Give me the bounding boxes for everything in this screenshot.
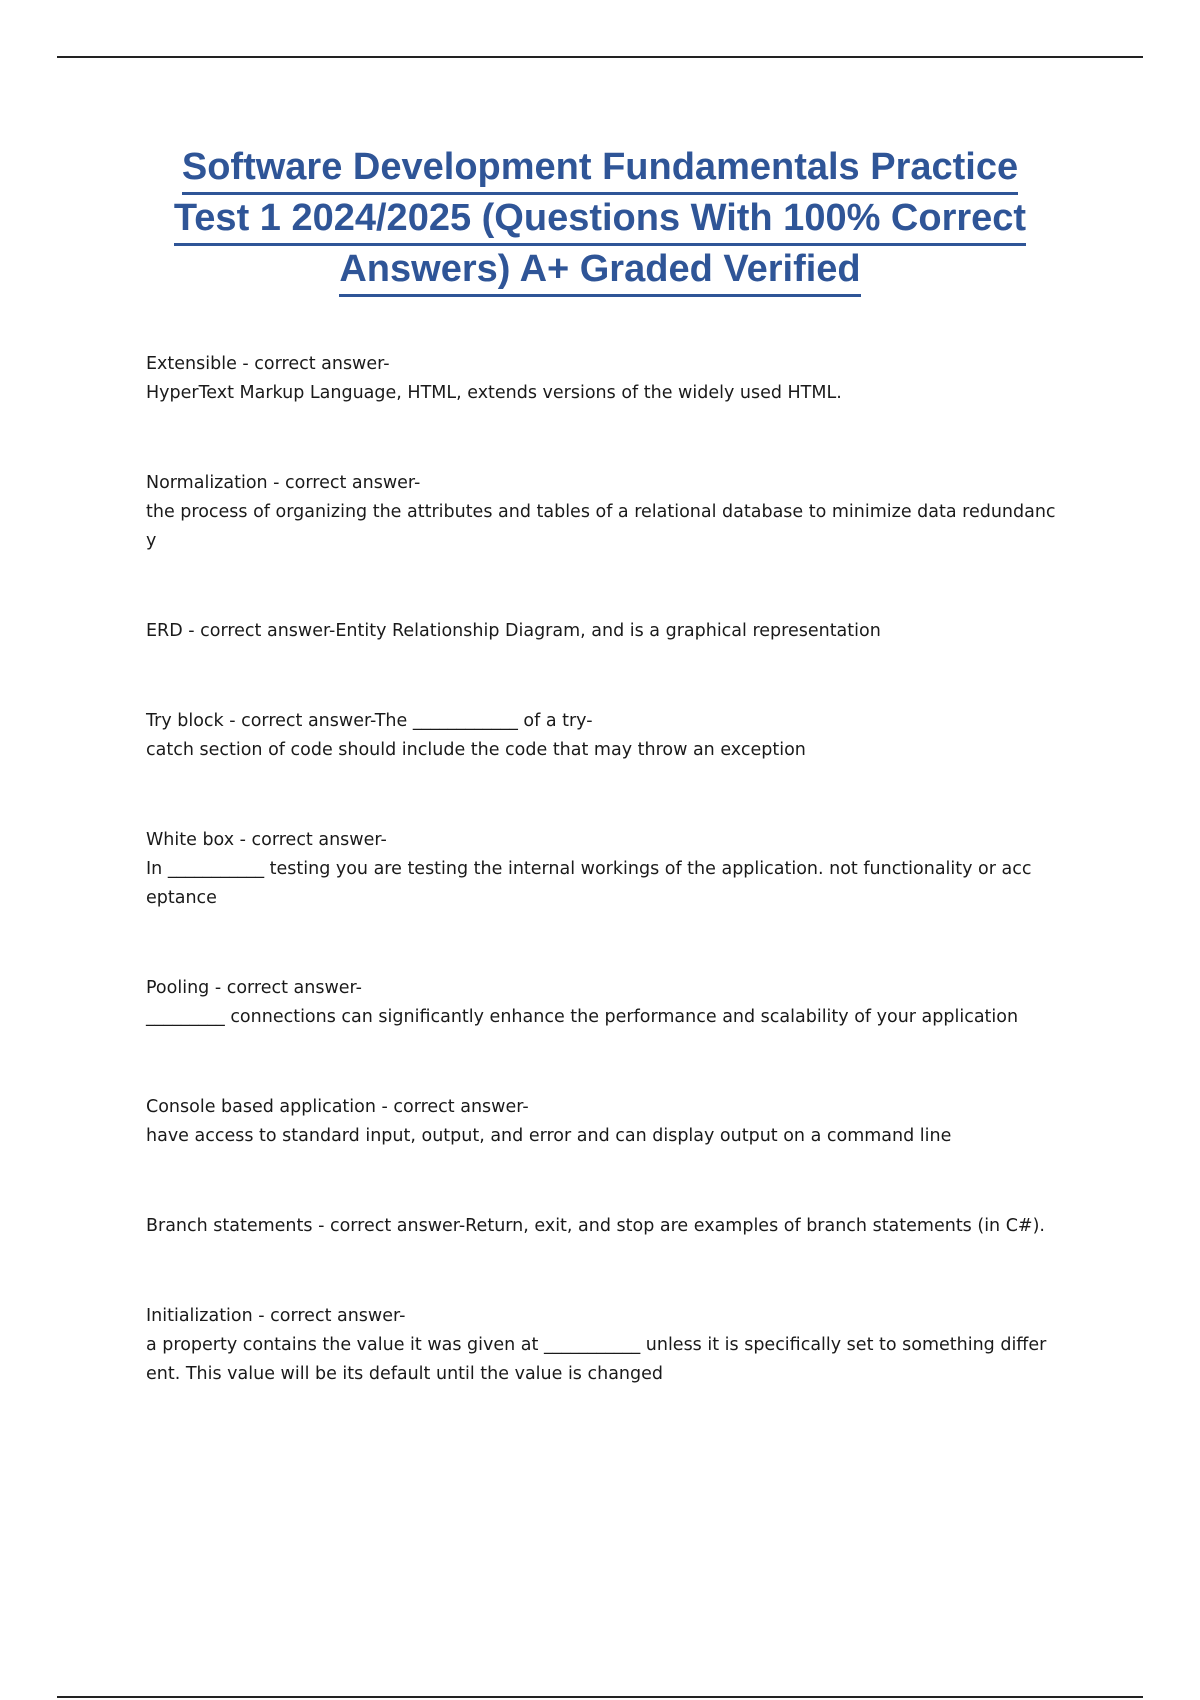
qa-entry-pooling bbox=[146, 974, 1096, 1032]
entry-answer-line: y bbox=[146, 531, 157, 551]
entry-answer-line: HyperText Markup Language, HTML, extends versions of the widely used HTML. bbox=[146, 383, 842, 403]
entry-term-line: Pooling - correct answer- bbox=[146, 978, 362, 998]
qa-entry-console-application bbox=[146, 1093, 1096, 1151]
title-line-1: Software Development Fundamentals Practice bbox=[182, 142, 1018, 195]
qa-entry-branch-statements bbox=[146, 1212, 1096, 1241]
page-title bbox=[100, 142, 1100, 295]
title-line-2: Test 1 2024/2025 (Questions With 100% Correct bbox=[174, 193, 1026, 246]
entry-answer-line: ent. This value will be its default until the value is changed bbox=[146, 1364, 664, 1384]
qa-entry-white-box bbox=[146, 826, 1096, 913]
entry-answer-line: eptance bbox=[146, 888, 217, 908]
entry-answer-line: the process of organizing the attributes and tables of a relational database to minimize data redundanc bbox=[146, 502, 1056, 522]
entry-answer-line: In ___________ testing you are testing the internal workings of the application. not functionality or acc bbox=[146, 859, 1032, 879]
qa-list bbox=[146, 350, 1096, 1450]
entry-term-line: Normalization - correct answer- bbox=[146, 473, 421, 493]
qa-entry-initialization bbox=[146, 1302, 1096, 1389]
bottom-divider bbox=[57, 1696, 1143, 1698]
entry-term-line: ERD - correct answer-Entity Relationship Diagram, and is a graphical representation bbox=[146, 621, 881, 641]
entry-answer-line: catch section of code should include the code that may throw an exception bbox=[146, 740, 806, 760]
entry-term-line: Console based application - correct answer- bbox=[146, 1097, 529, 1117]
entry-answer-line: a property contains the value it was given at ___________ unless it is specifically set to something differ bbox=[146, 1335, 1047, 1355]
qa-entry-extensible bbox=[146, 350, 1096, 408]
qa-entry-normalization bbox=[146, 469, 1096, 556]
qa-entry-erd bbox=[146, 617, 1096, 646]
entry-term-line: White box - correct answer- bbox=[146, 830, 387, 850]
qa-entry-try-block bbox=[146, 707, 1096, 765]
top-divider bbox=[57, 56, 1143, 58]
entry-answer-line: have access to standard input, output, and error and can display output on a command line bbox=[146, 1126, 952, 1146]
entry-term-line: Initialization - correct answer- bbox=[146, 1306, 406, 1326]
entry-term-line: Branch statements - correct answer-Return, exit, and stop are examples of branch statements (in C#). bbox=[146, 1216, 1045, 1236]
entry-answer-line: _________ connections can significantly enhance the performance and scalability of your application bbox=[146, 1007, 1019, 1027]
title-line-3: Answers) A+ Graded Verified bbox=[339, 244, 860, 297]
entry-term-line: Extensible - correct answer- bbox=[146, 354, 390, 374]
entry-term-line: Try block - correct answer-The ____________ of a try- bbox=[146, 711, 593, 731]
